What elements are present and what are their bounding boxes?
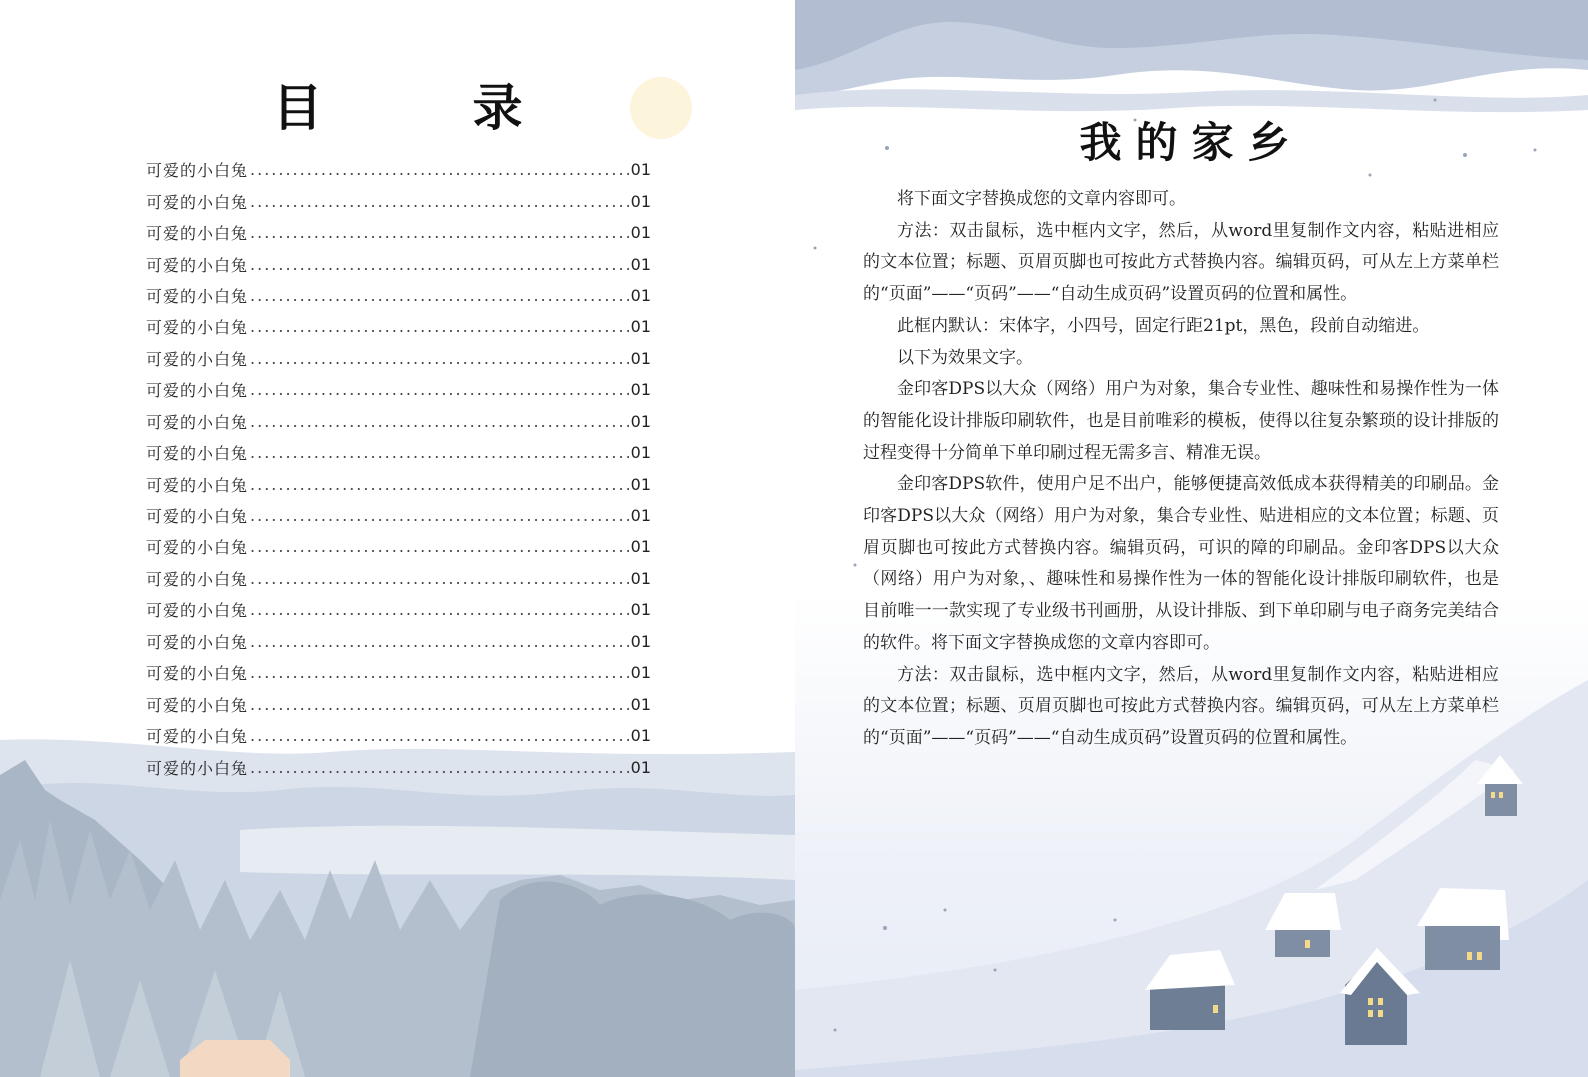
toc-leader-dots xyxy=(250,223,629,242)
toc-entry[interactable] xyxy=(146,311,651,342)
toc-entry[interactable] xyxy=(146,563,651,594)
toc-entry-page: 01 xyxy=(630,443,651,463)
toc-entry-page: 01 xyxy=(630,663,651,683)
toc-leader-dots xyxy=(250,380,629,399)
article-body xyxy=(863,184,1499,755)
toc-leader-dots xyxy=(250,726,629,745)
toc-entry[interactable] xyxy=(146,374,651,405)
toc-list xyxy=(146,154,651,783)
toc-entry-title: 可爱的小白兔 xyxy=(146,286,249,306)
toc-entry-page: 01 xyxy=(630,348,651,368)
toc-entry-title: 可爱的小白兔 xyxy=(146,538,249,558)
article-title: 我的家乡 xyxy=(1079,118,1304,167)
toc-entry-title: 可爱的小白兔 xyxy=(146,381,249,401)
toc-entry-page: 01 xyxy=(630,757,651,777)
toc-entry-title: 可爱的小白兔 xyxy=(146,412,249,432)
toc-entry-title: 可爱的小白兔 xyxy=(146,632,249,652)
toc-leader-dots xyxy=(250,600,629,619)
toc-leader-dots xyxy=(250,506,629,525)
toc-entry-page: 01 xyxy=(630,411,651,431)
toc-entry[interactable] xyxy=(146,500,651,531)
toc-entry-title: 可爱的小白兔 xyxy=(146,601,249,621)
toc-entry-page: 01 xyxy=(630,223,651,243)
toc-entry-page: 01 xyxy=(630,254,651,274)
toc-leader-dots xyxy=(250,663,629,682)
toc-entry-page: 01 xyxy=(630,285,651,305)
toc-leader-dots xyxy=(250,286,629,305)
toc-entry-title: 可爱的小白兔 xyxy=(146,255,249,275)
toc-entry[interactable] xyxy=(146,154,651,185)
toc-leader-dots xyxy=(250,349,629,368)
toc-entry-page: 01 xyxy=(630,380,651,400)
toc-entry[interactable] xyxy=(146,343,651,374)
toc-entry-page: 01 xyxy=(630,568,651,588)
toc-entry-page: 01 xyxy=(630,726,651,746)
toc-leader-dots xyxy=(250,632,629,651)
toc-entry-title: 可爱的小白兔 xyxy=(146,475,249,495)
toc-entry-title: 可爱的小白兔 xyxy=(146,664,249,684)
toc-entry-page: 01 xyxy=(630,600,651,620)
toc-entry[interactable] xyxy=(146,280,651,311)
toc-entry[interactable] xyxy=(146,626,651,657)
toc-entry-page: 01 xyxy=(630,191,651,211)
toc-entry-title: 可爱的小白兔 xyxy=(146,727,249,747)
toc-leader-dots xyxy=(250,537,629,556)
toc-title xyxy=(0,68,795,140)
toc-entry-page: 01 xyxy=(630,631,651,651)
article-paragraph: 方法：双击鼠标，选中框内文字，然后，从word里复制作文内容，粘贴进相应的文本位置；标题、页眉页脚也可按此方式替换内容。编辑页码，可从左上方菜单栏的“页面”——“页码”——“自动生成页码”设置页码的位置和属性。 xyxy=(863,664,1499,748)
toc-entry[interactable] xyxy=(146,531,651,562)
article-paragraph: 方法：双击鼠标，选中框内文字，然后，从word里复制作文内容，粘贴进相应的文本位置；标题、页眉页脚也可按此方式替换内容。编辑页码，可从左上方菜单栏的“页面”——“页码”——“自动生成页码”设置页码的位置和属性。 xyxy=(863,220,1499,305)
toc-entry-title: 可爱的小白兔 xyxy=(146,569,249,589)
toc-entry[interactable] xyxy=(146,657,651,688)
toc-entry[interactable] xyxy=(146,406,651,437)
toc-entry[interactable] xyxy=(146,185,651,216)
right-page xyxy=(795,0,1588,1077)
toc-title-left: 目 xyxy=(272,78,323,137)
toc-entry-title: 可爱的小白兔 xyxy=(146,161,249,181)
lake xyxy=(240,826,795,880)
toc-leader-dots xyxy=(250,160,629,179)
toc-entry-title: 可爱的小白兔 xyxy=(146,507,249,527)
toc-title-right: 录 xyxy=(472,78,523,137)
toc-leader-dots xyxy=(250,412,629,431)
toc-leader-dots xyxy=(250,192,629,211)
toc-entry-page: 01 xyxy=(630,474,651,494)
toc-entry-page: 01 xyxy=(630,317,651,337)
toc-leader-dots xyxy=(250,255,629,274)
toc-entry[interactable] xyxy=(146,437,651,468)
toc-entry-title: 可爱的小白兔 xyxy=(146,444,249,464)
toc-entry[interactable] xyxy=(146,594,651,625)
toc-entry-page: 01 xyxy=(630,506,651,526)
toc-entry[interactable] xyxy=(146,720,651,751)
toc-leader-dots xyxy=(250,317,629,336)
toc-leader-dots xyxy=(250,443,629,462)
toc-entry-title: 可爱的小白兔 xyxy=(146,695,249,715)
toc-leader-dots xyxy=(250,569,629,588)
toc-leader-dots xyxy=(250,695,629,714)
toc-entry[interactable] xyxy=(146,751,651,782)
toc-entry[interactable] xyxy=(146,688,651,719)
toc-entry-page: 01 xyxy=(630,160,651,180)
toc-entry-title: 可爱的小白兔 xyxy=(146,349,249,369)
article-paragraph: 将下面文字替换成您的文章内容即可。 xyxy=(897,189,1186,209)
article-paragraph: 金印客DPS以大众（网络）用户为对象，集合专业性、趣味性和易操作性为一体的智能化设计排版印刷软件，也是目前唯彩的模板，使得以往复杂繁琐的设计排版的过程变得十分简单下单印刷过程无需多言、精准无误。 xyxy=(863,379,1499,463)
toc-leader-dots xyxy=(250,475,629,494)
article-paragraph: 以下为效果文字。 xyxy=(897,347,1033,368)
article-paragraph: 此框内默认：宋体字，小四号，固定行距21pt，黑色，段前自动缩进。 xyxy=(897,315,1430,336)
toc-entry[interactable] xyxy=(146,468,651,499)
toc-entry-page: 01 xyxy=(630,537,651,557)
toc-entry-title: 可爱的小白兔 xyxy=(146,758,249,778)
toc-entry-title: 可爱的小白兔 xyxy=(146,318,249,338)
toc-entry[interactable] xyxy=(146,217,651,248)
toc-leader-dots xyxy=(250,758,629,777)
toc-entry-title: 可爱的小白兔 xyxy=(146,192,249,212)
article-paragraph: 金印客DPS软件，使用户足不出户，能够便捷高效低成本获得精美的印刷品。金印客DPS以大众（网络）用户为对象，集合专业性、贴进相应的文本位置；标题、页眉页脚也可按此方式替换内容。编辑页码，可识的障的印刷品。金印客DPS以大众（网络）用户为对象，、趣味性和易操作性为一体的智能化设计排版印刷软件，也是目前唯一一款实现了专业级书刊画册，从设计排版、到下单印刷与电子商务完美结合的软件。将下面文字替换成您的文章内容即可。 xyxy=(863,474,1499,653)
top-haze xyxy=(795,89,1588,112)
toc-entry-title: 可爱的小白兔 xyxy=(146,224,249,244)
toc-entry[interactable] xyxy=(146,248,651,279)
toc-entry-page: 01 xyxy=(630,694,651,714)
